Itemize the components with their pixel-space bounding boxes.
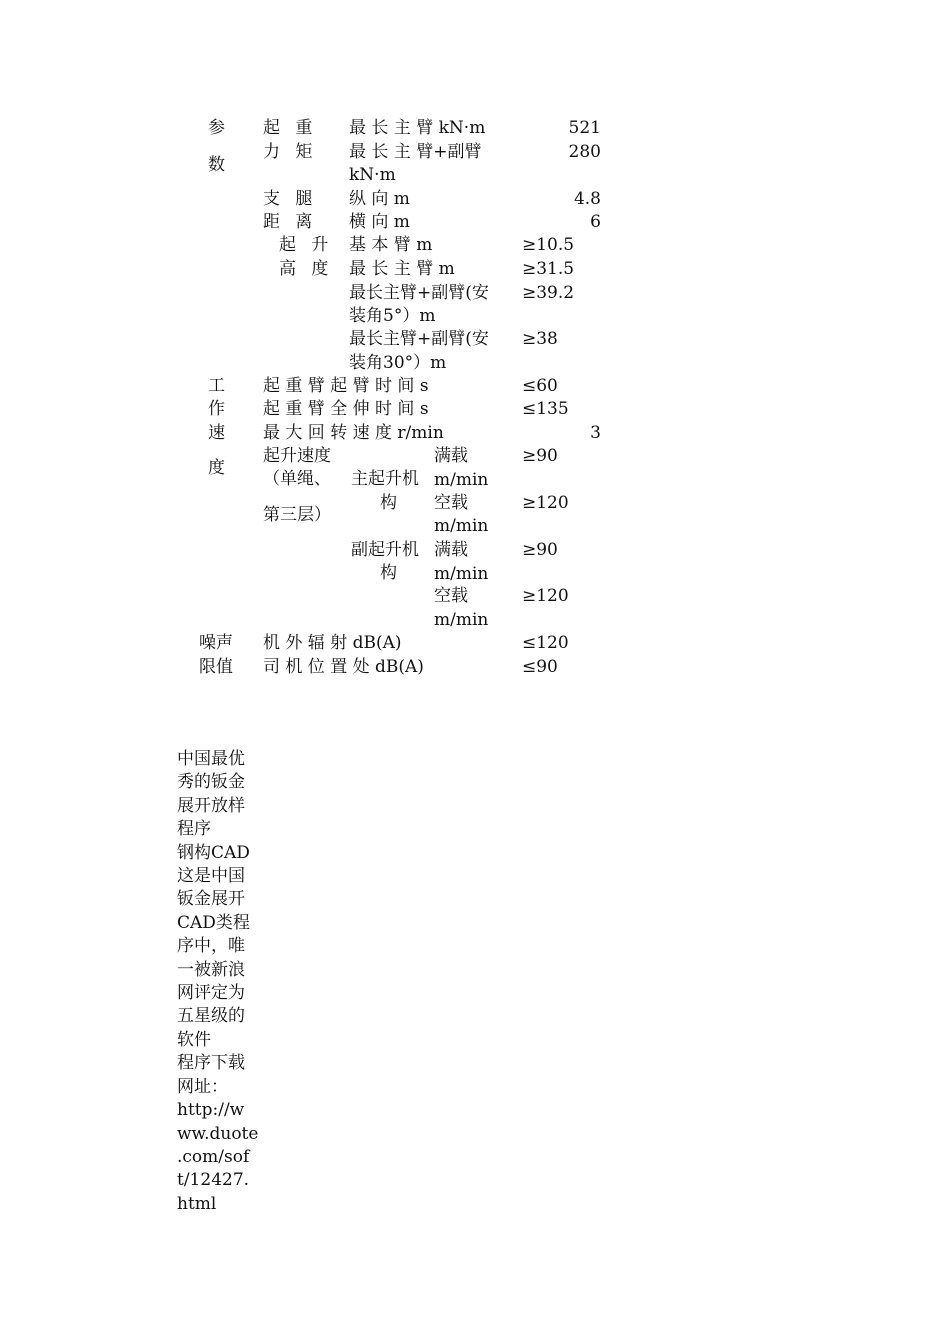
lifting-height-row4-desc-2: 装角30°）m: [349, 353, 447, 373]
promo-line: 秀的钣金: [177, 772, 245, 793]
main-full-load-unit: m/min: [434, 470, 489, 490]
category-speed-2: 作: [208, 399, 225, 419]
outrigger-row2-value: 6: [590, 212, 601, 232]
category-speed-4: 度: [208, 458, 225, 478]
lifting-height-row3-value: ≥39.2: [522, 283, 575, 303]
lifting-height-row2-value: ≥31.5: [522, 259, 575, 279]
promo-line: 这是中国: [177, 866, 245, 887]
lifting-moment-label-2: 力 矩: [263, 142, 318, 162]
promo-line: 软件: [177, 1029, 211, 1050]
lifting-height-row4-value: ≥38: [522, 329, 558, 349]
lifting-height-row1-desc: 基 本 臂 m: [349, 235, 433, 255]
main-hoist-label-1: 主起升机: [351, 469, 419, 489]
main-empty-load-label: 空载: [434, 493, 468, 513]
lifting-moment-row2-desc-2: kN·m: [349, 165, 396, 185]
main-hoist-label-2: 构: [380, 493, 397, 513]
url-line[interactable]: html: [177, 1193, 217, 1214]
aux-full-load-unit: m/min: [434, 564, 489, 584]
speed-row3-desc: 最 大 回 转 速 度 r/min: [263, 423, 444, 443]
lifting-moment-row2-value: 280: [568, 142, 601, 162]
lifting-height-label-2: 高 度: [279, 259, 334, 279]
lifting-height-row3-desc-2: 装角5°）m: [349, 306, 436, 326]
aux-hoist-label-2: 构: [380, 563, 397, 583]
noise-row2-desc: 司 机 位 置 处 dB(A): [263, 657, 424, 677]
speed-row2-desc: 起 重 臂 全 伸 时 间 s: [263, 399, 429, 419]
outrigger-row1-value: 4.8: [573, 189, 601, 209]
main-full-load-value: ≥90: [522, 446, 558, 466]
main-empty-load-value: ≥120: [522, 493, 569, 513]
speed-row1-desc: 起 重 臂 起 臂 时 间 s: [263, 376, 429, 396]
main-empty-load-unit: m/min: [434, 516, 489, 536]
promo-line: 程序下载: [177, 1053, 245, 1074]
lifting-height-label-1: 起 升: [279, 235, 334, 255]
promo-line: 中国最优: [177, 749, 245, 769]
category-noise-1: 噪声: [199, 633, 233, 653]
outrigger-label-2: 距 离: [263, 212, 318, 232]
hoist-speed-label-3: 第三层）: [263, 505, 331, 525]
aux-hoist-label-1: 副起升机: [351, 540, 419, 560]
speed-row1-value: ≤60: [522, 376, 558, 396]
aux-full-load-value: ≥90: [522, 540, 558, 560]
category-speed-1: 工: [208, 376, 225, 396]
speed-row3-value: 3: [590, 423, 601, 443]
promo-line: 钣金展开: [177, 889, 245, 910]
promo-line: 网址：: [177, 1076, 228, 1097]
outrigger-label-1: 支 腿: [263, 189, 318, 209]
promo-line: 五星级的: [177, 1006, 245, 1027]
url-line[interactable]: t/12427.: [177, 1170, 250, 1191]
lifting-height-row2-desc: 最 长 主 臂 m: [349, 259, 455, 279]
aux-empty-load-value: ≥120: [522, 586, 569, 606]
lifting-moment-row1-desc: 最 长 主 臂 kN·m: [349, 118, 486, 138]
promo-note: [177, 748, 267, 1216]
promo-line: 一被新浪: [177, 959, 245, 980]
url-line[interactable]: ww.duote: [177, 1123, 259, 1144]
lifting-height-row4-desc-1: 最长主臂+副臂(安: [349, 329, 489, 349]
hoist-speed-label-1: 起升速度: [263, 446, 331, 466]
category-noise-2: 限值: [199, 657, 233, 677]
category-parameters-1: 参: [208, 118, 225, 138]
lifting-moment-row2-desc-1: 最 长 主 臂+副臂: [349, 142, 482, 162]
promo-line: CAD类程: [177, 912, 250, 933]
category-parameters-2: 数: [208, 155, 225, 175]
promo-line: 程序: [177, 819, 211, 840]
promo-line: 网评定为: [177, 983, 245, 1004]
hoist-speed-label-2: （单绳、: [263, 469, 331, 489]
promo-line: 展开放样: [177, 795, 245, 816]
noise-row2-value: ≤90: [522, 657, 558, 677]
aux-empty-load-unit: m/min: [434, 610, 489, 630]
aux-empty-load-label: 空载: [434, 586, 468, 606]
main-full-load-label: 满载: [434, 446, 468, 466]
outrigger-row2-desc: 横 向 m: [349, 212, 410, 232]
outrigger-row1-desc: 纵 向 m: [349, 189, 410, 209]
lifting-height-row3-desc-1: 最长主臂+副臂(安: [349, 283, 489, 303]
noise-row1-value: ≤120: [522, 633, 569, 653]
speed-row2-value: ≤135: [522, 399, 569, 419]
lifting-moment-row1-value: 521: [568, 118, 601, 138]
category-speed-3: 速: [208, 423, 225, 443]
promo-line: 序中，唯: [177, 936, 245, 957]
noise-row1-desc: 机 外 辐 射 dB(A): [263, 633, 402, 653]
lifting-moment-label-1: 起 重: [263, 118, 318, 138]
url-line[interactable]: .com/sof: [177, 1146, 250, 1167]
aux-full-load-label: 满载: [434, 540, 468, 560]
promo-line: 钢构CAD: [177, 842, 250, 863]
url-line[interactable]: http://w: [177, 1100, 245, 1121]
lifting-height-row1-value: ≥10.5: [522, 235, 575, 255]
